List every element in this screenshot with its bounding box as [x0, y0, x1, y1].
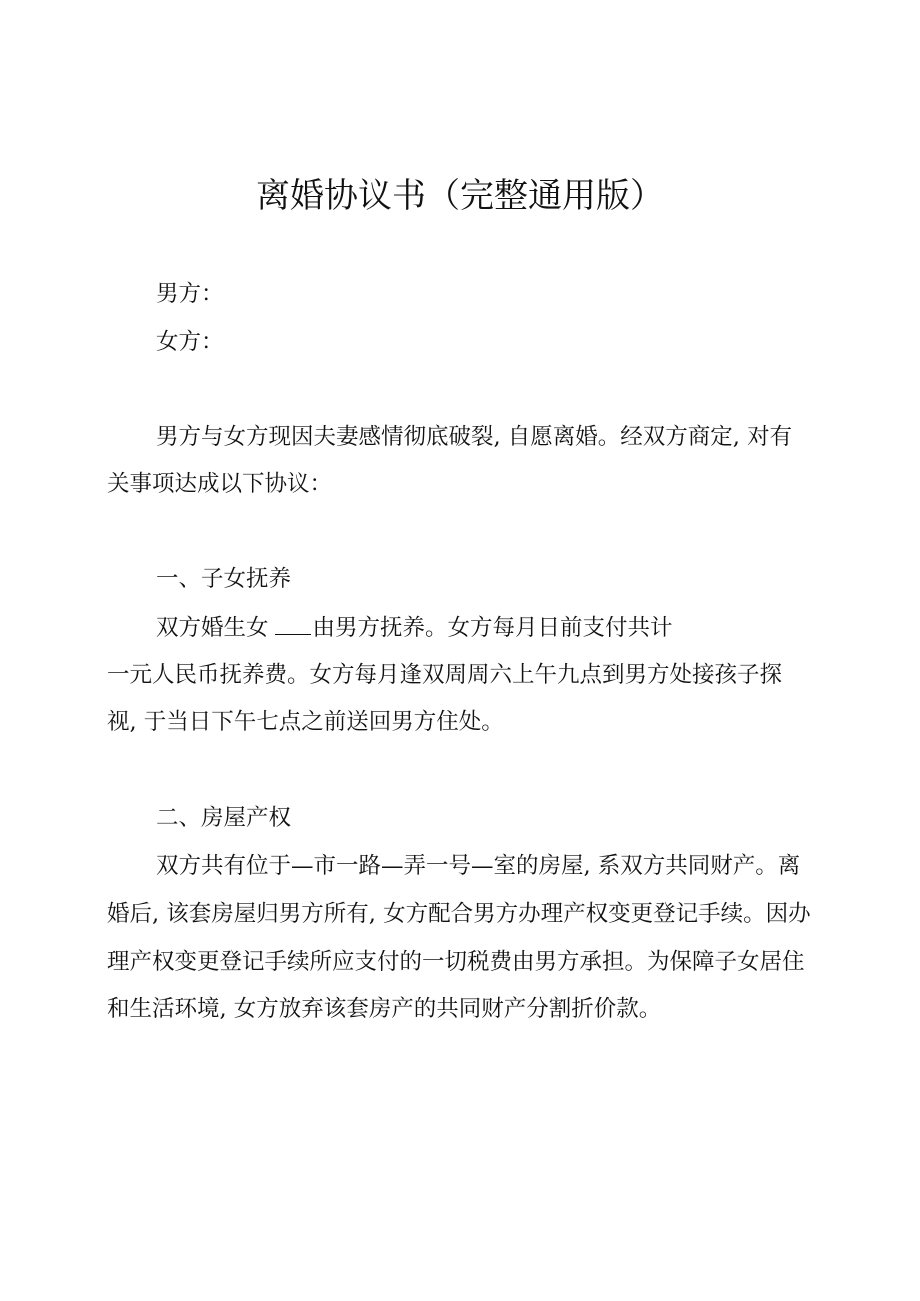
section-2-line-4: 和生活环境, 女方放弃该套房产的共同财产分割折价款。 — [107, 996, 662, 1022]
section-1-line-1-end: 由男方抚养。女方每月日前支付共计 — [312, 615, 673, 641]
section-1-line-2: 一元人民币抚养费。女方每月逢双周周六上午九点到男方处接孩子探 — [107, 662, 783, 688]
section-1-line-1 — [156, 612, 673, 644]
intro-line-2: 关事项达成以下协议： — [107, 471, 333, 497]
section-2-line-1: 双方共有位于—市一路—弄一号—室的房屋, 系双方共同财产。离 — [156, 853, 801, 879]
document-title: 离婚协议书（完整通用版） — [256, 176, 664, 216]
female-party-label: 女方： — [156, 329, 224, 355]
section-1-line-3: 视, 于当日下午七点之前送回男方住处。 — [107, 709, 504, 735]
intro-line-1: 男方与女方现因夫妻感情彻底破裂, 自愿离婚。经双方商定, 对有 — [156, 424, 793, 450]
section-1-heading: 一、子女抚养 — [156, 566, 292, 592]
fill-in-blank — [275, 614, 311, 635]
section-2-line-3: 理产权变更登记手续所应支付的一切税费由男方承担。为保障子女居住 — [107, 949, 805, 975]
section-2-line-2: 婚后, 该套房屋归男方所有, 女方配合男方办理产权变更登记手续。因办 — [107, 901, 811, 927]
section-1-line-1-start: 双方婚生女 — [156, 615, 269, 641]
male-party-label: 男方： — [156, 281, 224, 307]
section-2-heading: 二、房屋产权 — [156, 805, 292, 831]
